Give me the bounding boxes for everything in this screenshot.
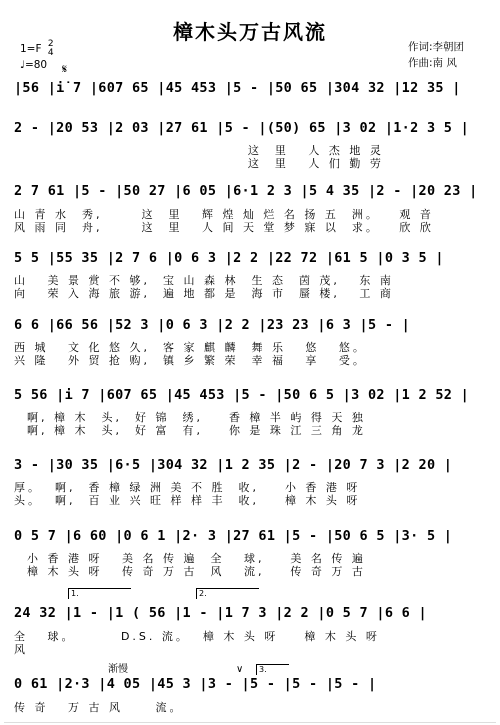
lyric-row-8-verse-2: 樟 木 头 呀 传 奇 万 古 风 流, 传 奇 万 古 (14, 565, 366, 578)
lyric-row-5-verse-1: 西 城 文 化 悠 久, 客 家 麒 麟 舞 乐 悠 悠。 (14, 341, 367, 354)
notation-row-4: 5 5 |55 35 |2 7 6 |0 6 3 |2 2 |22 72 |61 5 |0 3 5 | (14, 250, 444, 266)
notation-row-6: 5 56 |i 7 |607 65 |45 453 |5 - |50 6 5 |3 02 |1 2 52 | (14, 387, 470, 403)
notation-row-10: 0 61 |2·3 |4 05 |45 3 |3 - |5 - |5 - |5 - | (14, 676, 377, 692)
volta-third-ending: 3. (256, 664, 289, 675)
song-title: 樟木头万古风流 (173, 20, 327, 44)
lyric-row-10-verse-1: 传 奇 万 古 风 流。 (14, 701, 184, 714)
volta-first-ending: 1. (68, 588, 131, 599)
segno-sign: 𝄋 (62, 62, 68, 76)
time-sig-bottom: 4 (47, 48, 54, 58)
volta-second-ending: 2. (196, 588, 259, 599)
lyric-row-2-verse-2: 这 里 人 们 勤 劳 (14, 157, 384, 170)
composer-credit: 作曲:南 风 (408, 57, 457, 69)
lyric-row-7-verse-2: 头。 啊, 百 业 兴 旺 样 样 丰 收, 樟 木 头 呀 (14, 494, 361, 507)
lyric-row-9-verse-2: 风 (14, 643, 28, 656)
lyric-row-2-verse-1: 这 里 人 杰 地 灵 (14, 144, 384, 157)
lyricist-credit: 作词:李朝团 (408, 41, 465, 53)
notation-row-2: 2 - |20 53 |2 03 |27 61 |5 - |(50) 65 |3 02 |1·2 3 5 | (14, 120, 470, 136)
lyric-row-9-verse-1: 全 球。 D.S. 流。 樟 木 头 呀 樟 木 头 呀 (14, 630, 380, 643)
lyric-row-6-verse-1: 啊, 樟 木 头, 好 锦 绣, 香 樟 半 屿 得 天 独 (14, 411, 366, 424)
key-signature (20, 40, 54, 58)
notation-row-9: 24 32 |1 - |1 ( 56 |1 - |1 7 3 |2 2 |0 5 7 |6 6 | (14, 605, 427, 621)
lyric-row-7-verse-1: 厚。 啊, 香 樟 绿 洲 美 不 胜 收, 小 香 港 呀 (14, 481, 361, 494)
lyric-row-4-verse-2: 向 荣 入 海 旅 游, 遍 地 都 是 海 市 蜃 楼, 工 商 (14, 287, 394, 300)
notation-row-8: 0 5 7 |6 60 |0 6 1 |2· 3 |27 61 |5 - |50 6 5 |3· 5 | (14, 528, 453, 544)
time-sig-top: 2 (47, 39, 54, 49)
notation-row-3: 2 7 61 |5 - |50 27 |6 05 |6·1 2 3 |5 4 35 |2 - |20 23 | (14, 183, 478, 199)
notation-row-1: |56 |i̇ 7 |607 65 |45 453 |5 - |50 65 |304 32 |12 35 | (14, 80, 461, 96)
breath-mark: ∨ (236, 664, 244, 675)
lyric-row-4-verse-1: 山 美 景 赏 不 够, 宝 山 森 林 生 态 茵 茂, 东 南 (14, 274, 394, 287)
notation-row-5: 6 6 |66 56 |52 3 |0 6 3 |2 2 |23 23 |6 3 |5 - | (14, 317, 411, 333)
bottom-border (4, 722, 496, 723)
lyric-row-5-verse-2: 兴 隆 外 贸 抢 购, 镇 乡 繁 荣 幸 福 享 受。 (14, 354, 367, 367)
lyric-row-3-verse-1: 山 青 水 秀, 这 里 辉 煌 灿 烂 名 扬 五 洲。 观 音 (14, 208, 434, 221)
key-label: 1=F (20, 43, 42, 55)
lyric-row-3-verse-2: 风 雨 同 舟, 这 里 人 间 天 堂 梦 寐 以 求。 欣 欣 (14, 221, 434, 234)
lyric-row-8-verse-1: 小 香 港 呀 美 名 传 遍 全 球, 美 名 传 遍 (14, 552, 366, 565)
ritardando-marking: 渐慢 (108, 664, 128, 675)
lyric-row-6-verse-2: 啊, 樟 木 头, 好 富 有, 你 是 珠 江 三 角 龙 (14, 424, 366, 437)
notation-row-7: 3 - |30 35 |6·5 |304 32 |1 2 35 |2 - |20 7 3 |2 20 | (14, 457, 453, 473)
time-signature (48, 40, 54, 58)
tempo-marking: ♩=80 (20, 59, 48, 71)
